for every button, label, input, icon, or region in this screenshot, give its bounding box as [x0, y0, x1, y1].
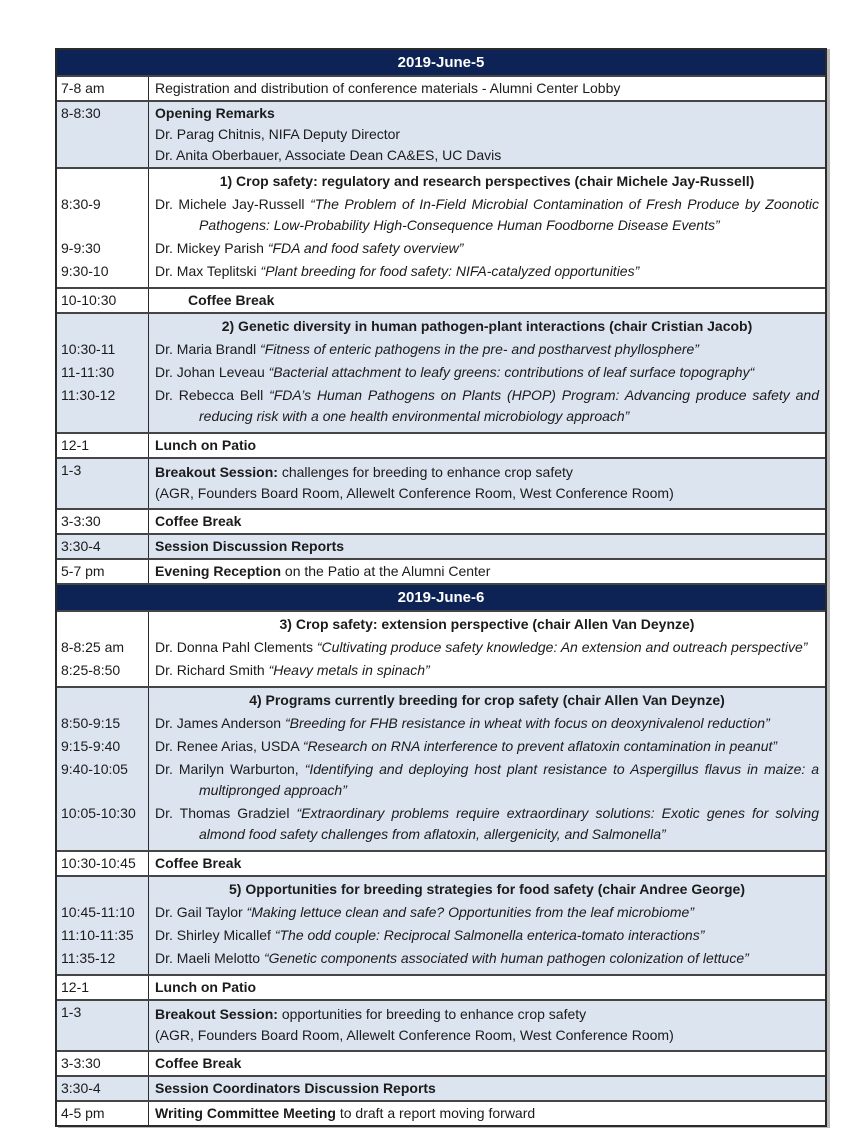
- event-text: Writing Committee Meeting: [155, 1105, 336, 1121]
- session-title: 2) Genetic diversity in human pathogen-plant interactions (chair Cristian Jacob): [221, 318, 753, 334]
- event-text: Coffee Break: [188, 292, 275, 308]
- time-cell: [57, 314, 149, 338]
- time-cell: 1-3: [57, 1001, 149, 1050]
- event-line: [155, 853, 819, 874]
- content-cell: [149, 237, 825, 260]
- talk-title: “Breeding for FHB resistance in wheat with focus on deoxynivalenol reduction”: [284, 715, 770, 731]
- content-cell: [149, 688, 825, 712]
- talk-title: “The odd couple: Reciprocal Salmonella enterica-tomato interactions”: [274, 927, 705, 943]
- talk-entry: [155, 759, 819, 801]
- event-text: Opening Remarks: [155, 105, 275, 121]
- content-cell: [149, 102, 825, 167]
- event-text: on the Patio at the Alumni Center: [281, 563, 491, 579]
- event-line: [155, 536, 819, 557]
- content-cell: [149, 1077, 825, 1100]
- content-cell: [149, 877, 825, 901]
- speaker-name: Dr. Gail Taylor: [155, 904, 247, 920]
- event-line: [155, 1078, 819, 1099]
- time-cell: [57, 688, 149, 712]
- talk-entry: [155, 261, 819, 282]
- speaker-name: Dr. Michele Jay-Russell: [155, 196, 311, 212]
- content-cell: [149, 361, 825, 384]
- talk-title: “FDA and food safety overview”: [267, 240, 464, 256]
- time-cell: 10:05-10:30: [57, 802, 149, 850]
- content-cell: [149, 459, 825, 508]
- event-line: [155, 435, 819, 456]
- talk-entry: [155, 948, 819, 969]
- time-cell: 3:30-4: [57, 535, 149, 558]
- schedule-row: [57, 558, 825, 583]
- speaker-name: Dr. James Anderson: [155, 715, 285, 731]
- time-cell: 7-8 am: [57, 77, 149, 100]
- content-cell: [149, 560, 825, 583]
- content-cell: [149, 260, 825, 287]
- schedule-row: [57, 1050, 825, 1075]
- talk-title: “Research on RNA interference to prevent aflatoxin contamination in peanut”: [302, 738, 778, 754]
- day-header: 2019-June-5: [57, 50, 825, 75]
- talk-title: “Cultivating produce safety knowledge: An extension and outreach perspective”: [316, 639, 808, 655]
- event-line: [155, 462, 819, 483]
- event-text: Coffee Break: [155, 855, 242, 871]
- schedule-table: [55, 48, 827, 1127]
- content-cell: [149, 1052, 825, 1075]
- schedule-row: [57, 974, 825, 999]
- speaker-name: Dr. Maria Brandl: [155, 341, 261, 357]
- talk-entry: [155, 637, 819, 658]
- speaker-name: Dr. Maeli Melotto: [155, 950, 264, 966]
- schedule-row: [57, 533, 825, 558]
- event-line: [155, 511, 819, 532]
- content-cell: [149, 947, 825, 974]
- content-cell: [149, 1001, 825, 1050]
- event-text: Registration and distribution of conference materials - Alumni Center Lobby: [155, 80, 621, 96]
- event-line: [155, 1053, 819, 1074]
- event-line: [155, 103, 819, 124]
- content-cell: [149, 924, 825, 947]
- event-line: [155, 1103, 819, 1124]
- content-cell: [149, 802, 825, 850]
- speaker-name: Dr. Richard Smith: [155, 662, 269, 678]
- talk-title: “Making lettuce clean and safe? Opportunities from the leaf microbiome”: [246, 904, 694, 920]
- talk-entry: [155, 660, 819, 681]
- schedule-row: [57, 75, 825, 100]
- schedule-row: [57, 850, 825, 875]
- session-row: [57, 312, 825, 432]
- content-cell: [149, 338, 825, 361]
- event-line: [155, 124, 819, 145]
- time-cell: 3:30-4: [57, 1077, 149, 1100]
- schedule-row: [57, 100, 825, 167]
- talk-title: “Fitness of enteric pathogens in the pre- and postharvest phyllosphere”: [260, 341, 699, 357]
- time-cell: 10:30-10:45: [57, 852, 149, 875]
- time-cell: 12-1: [57, 434, 149, 457]
- event-text: to draft a report moving forward: [335, 1105, 536, 1121]
- time-cell: 8:25-8:50: [57, 659, 149, 686]
- time-cell: 8:30-9: [57, 193, 149, 237]
- event-text: (AGR, Founders Board Room, Allewelt Conference Room, West Conference Room): [155, 1027, 674, 1043]
- time-cell: 5-7 pm: [57, 560, 149, 583]
- event-text: Breakout Session:: [155, 1006, 278, 1022]
- content-cell: [149, 758, 825, 802]
- content-cell: [149, 314, 825, 338]
- event-text: Evening Reception: [155, 563, 282, 579]
- time-cell: 11:30-12: [57, 384, 149, 432]
- speaker-name: Dr. Donna Pahl Clements: [155, 639, 317, 655]
- talk-title: “Heavy metals in spinach”: [268, 662, 430, 678]
- content-cell: [149, 1102, 825, 1125]
- event-line: [155, 561, 819, 582]
- event-line: [155, 145, 819, 166]
- talk-entry: [155, 713, 819, 734]
- time-cell: 9:30-10: [57, 260, 149, 287]
- talk-entry: [155, 362, 819, 383]
- content-cell: [149, 712, 825, 735]
- schedule-row: [57, 287, 825, 312]
- time-cell: 8:50-9:15: [57, 712, 149, 735]
- event-text: Coffee Break: [155, 513, 242, 529]
- time-cell: 9-9:30: [57, 237, 149, 260]
- talk-title: “Genetic components associated with human pathogen colonization of lettuce”: [263, 950, 749, 966]
- time-cell: 11:10-11:35: [57, 924, 149, 947]
- talk-entry: [155, 902, 819, 923]
- content-cell: [149, 384, 825, 432]
- talk-entry: [155, 194, 819, 236]
- time-cell: 9:15-9:40: [57, 735, 149, 758]
- event-text: Coffee Break: [155, 1055, 242, 1071]
- content-cell: [149, 612, 825, 636]
- talk-entry: [155, 238, 819, 259]
- time-cell: 9:40-10:05: [57, 758, 149, 802]
- content-cell: [149, 510, 825, 533]
- content-cell: [149, 636, 825, 659]
- event-text: Lunch on Patio: [155, 979, 257, 995]
- schedule-row: [57, 432, 825, 457]
- schedule-row: [57, 1100, 825, 1125]
- session-row: [57, 875, 825, 974]
- talk-entry: [155, 339, 819, 360]
- content-cell: [149, 193, 825, 237]
- time-cell: 10:30-11: [57, 338, 149, 361]
- content-cell: [149, 77, 825, 100]
- event-text: Session Coordinators Discussion Reports: [155, 1080, 436, 1096]
- event-line: [155, 78, 819, 99]
- schedule-row: [57, 508, 825, 533]
- time-cell: [57, 877, 149, 901]
- content-cell: [149, 976, 825, 999]
- talk-entry: [155, 803, 819, 845]
- event-text: Breakout Session:: [155, 464, 278, 480]
- talk-title: “Identifying and deploying host plant resistance to Aspergillus flavus in maize: a multipronged approach”: [199, 761, 820, 798]
- schedule-row: [57, 457, 825, 508]
- speaker-name: Dr. Johan Leveau: [155, 364, 269, 380]
- content-cell: [149, 535, 825, 558]
- time-cell: [57, 169, 149, 193]
- session-title: 1) Crop safety: regulatory and research perspectives (chair Michele Jay-Russell): [219, 173, 755, 189]
- time-cell: 8-8:30: [57, 102, 149, 167]
- event-line: [155, 290, 819, 311]
- time-cell: 11:35-12: [57, 947, 149, 974]
- speaker-name: Dr. Max Teplitski: [155, 263, 261, 279]
- event-text: opportunities for breeding to enhance crop safety: [277, 1006, 587, 1022]
- talk-entry: [155, 736, 819, 757]
- time-cell: 3-3:30: [57, 510, 149, 533]
- time-cell: 10-10:30: [57, 289, 149, 312]
- session-row: [57, 686, 825, 850]
- event-line: [155, 483, 819, 504]
- talk-title: “The Problem of In-Field Microbial Contamination of Fresh Produce by Zoonotic Pathogens: Low-Probability High-Consequence Human Foodborne Disease Events”: [199, 196, 819, 233]
- content-cell: [149, 169, 825, 193]
- event-line: [155, 1025, 819, 1046]
- time-cell: 8-8:25 am: [57, 636, 149, 659]
- speaker-name: Dr. Rebecca Bell: [155, 387, 270, 403]
- event-text: (AGR, Founders Board Room, Allewelt Conference Room, West Conference Room): [155, 485, 674, 501]
- speaker-name: Dr. Renee Arias, USDA: [155, 738, 303, 754]
- speaker-name: Dr. Thomas Gradziel: [155, 805, 297, 821]
- talk-title: “Extraordinary problems require extraordinary solutions: Exotic genes for solving almond food safety challenges from aflatoxin, allergenicity, and Salmonella”: [199, 805, 819, 842]
- time-cell: 12-1: [57, 976, 149, 999]
- session-title: 5) Opportunities for breeding strategies for food safety (chair Andree George): [228, 881, 745, 897]
- event-text: Dr. Parag Chitnis, NIFA Deputy Director: [155, 126, 401, 142]
- schedule-row: [57, 999, 825, 1050]
- time-cell: 3-3:30: [57, 1052, 149, 1075]
- talk-title: “Bacterial attachment to leafy greens: contributions of leaf surface topography“: [268, 364, 755, 380]
- talk-entry: [155, 925, 819, 946]
- talk-title: “FDA’s Human Pathogens on Plants (HPOP) Program: Advancing produce safety and reducing risk with a one health environmental microbiology approach”: [199, 387, 819, 424]
- event-text: Session Discussion Reports: [155, 538, 345, 554]
- event-line: [155, 977, 819, 998]
- time-cell: 10:45-11:10: [57, 901, 149, 924]
- session-title: 4) Programs currently breeding for crop safety (chair Allen Van Deynze): [249, 692, 725, 708]
- speaker-name: Dr. Mickey Parish: [155, 240, 268, 256]
- session-row: [57, 610, 825, 686]
- time-cell: 11-11:30: [57, 361, 149, 384]
- content-cell: [149, 659, 825, 686]
- talk-entry: [155, 385, 819, 427]
- event-text: Lunch on Patio: [155, 437, 257, 453]
- content-cell: [149, 852, 825, 875]
- schedule-row: [57, 1075, 825, 1100]
- session-row: [57, 167, 825, 287]
- content-cell: [149, 735, 825, 758]
- content-cell: [149, 901, 825, 924]
- event-line: [155, 1004, 819, 1025]
- event-text: challenges for breeding to enhance crop safety: [277, 464, 573, 480]
- time-cell: 4-5 pm: [57, 1102, 149, 1125]
- event-text: Dr. Anita Oberbauer, Associate Dean CA&ES, UC Davis: [155, 147, 502, 163]
- session-title: 3) Crop safety: extension perspective (chair Allen Van Deynze): [279, 616, 695, 632]
- speaker-name: Dr. Shirley Micallef: [155, 927, 275, 943]
- day-header: 2019-June-6: [57, 583, 825, 610]
- speaker-name: Dr. Marilyn Warburton,: [155, 761, 305, 777]
- time-cell: [57, 612, 149, 636]
- time-cell: 1-3: [57, 459, 149, 508]
- content-cell: [149, 434, 825, 457]
- talk-title: “Plant breeding for food safety: NIFA-catalyzed opportunities”: [260, 263, 640, 279]
- content-cell: [149, 289, 825, 312]
